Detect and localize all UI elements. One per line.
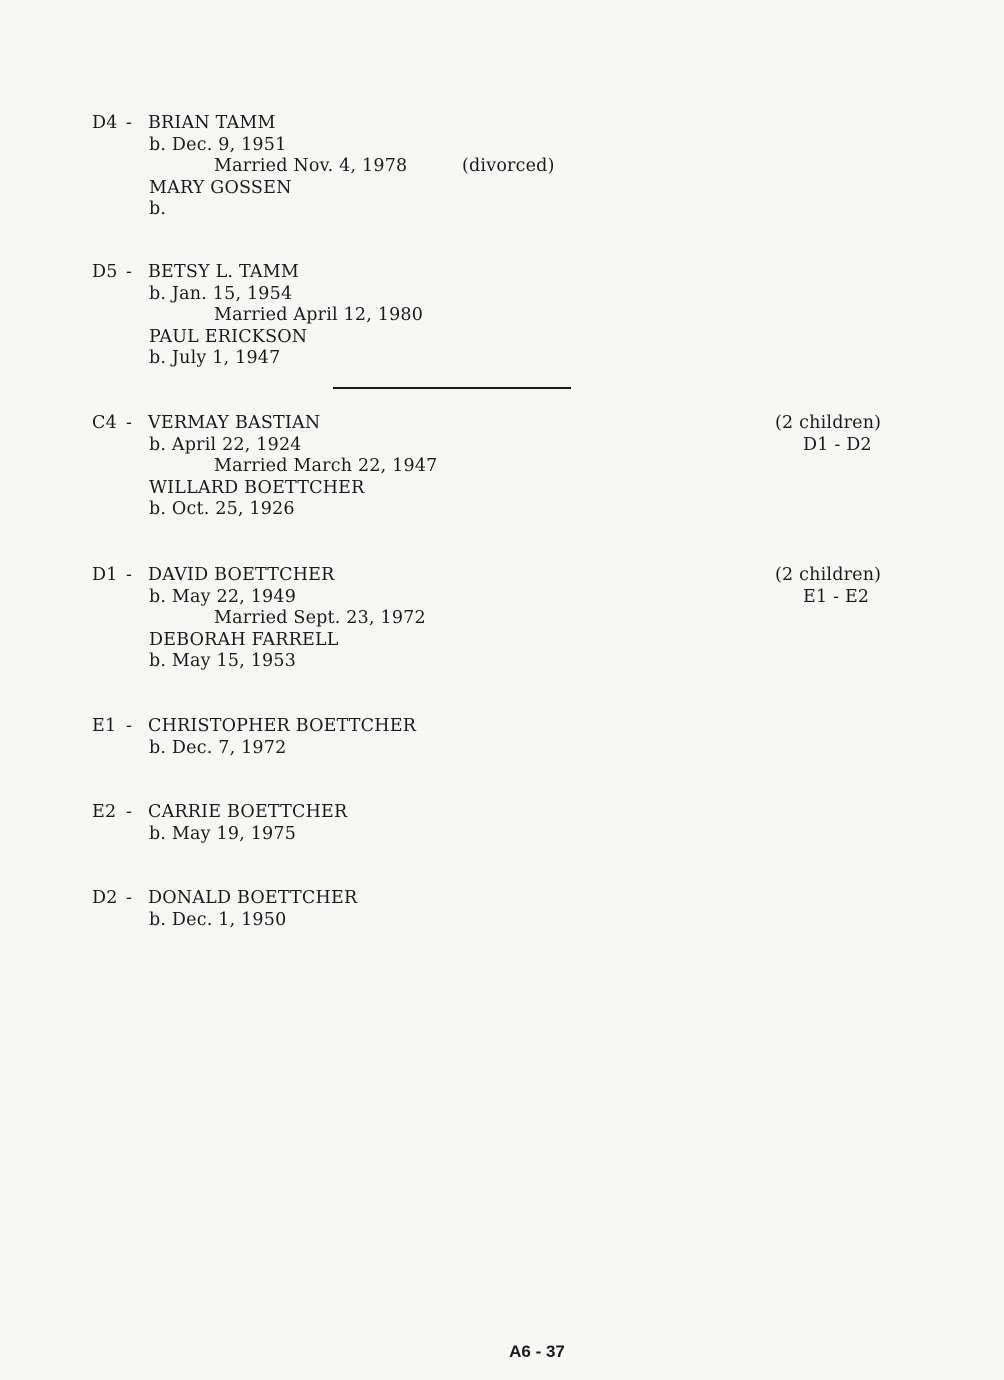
person-name: CHRISTOPHER BOETTCHER — [148, 716, 417, 736]
entry-e1 — [92, 716, 416, 759]
birth-date: b. May 22, 1949 — [149, 586, 297, 607]
entry-code: D4 — [92, 113, 118, 133]
children-count: (2 children) — [775, 413, 882, 433]
entry-code: E2 — [92, 802, 117, 822]
birth-date: b. Dec. 9, 1951 — [149, 134, 287, 155]
entry-code: E1 — [92, 716, 117, 736]
entry-heading — [92, 413, 437, 435]
entry-heading — [92, 888, 357, 910]
spouse-birth-date: b. May 15, 1953 — [149, 651, 297, 671]
entry-heading — [92, 716, 416, 738]
entry-separator: - — [126, 716, 133, 736]
person-name: DONALD BOETTCHER — [148, 888, 358, 908]
entry-heading — [92, 802, 347, 824]
spouse-name: DEBORAH FARRELL — [149, 629, 339, 650]
birth-date: b. Dec. 1, 1950 — [149, 909, 287, 930]
marriage-date: Married March 22, 1947 — [214, 456, 438, 476]
entry-separator: - — [126, 802, 133, 822]
birth-date: b. Dec. 7, 1972 — [149, 737, 287, 758]
spouse-birth-date: b. — [149, 199, 167, 219]
person-name: VERMAY BASTIAN — [148, 413, 321, 433]
person-name: BRIAN TAMM — [148, 113, 276, 133]
person-name: BETSY L. TAMM — [148, 262, 299, 282]
entry-code: D1 — [92, 565, 118, 585]
spouse-name: MARY GOSSEN — [149, 177, 292, 198]
marriage-date: Married Sept. 23, 1972 — [214, 608, 426, 628]
entry-separator: - — [126, 262, 133, 282]
entry-c4 — [92, 413, 437, 521]
entry-d5 — [92, 262, 423, 370]
person-name: DAVID BOETTCHER — [148, 565, 335, 585]
birth-date: b. April 22, 1924 — [149, 434, 302, 455]
entry-code: C4 — [92, 413, 117, 433]
entry-code: D2 — [92, 888, 118, 908]
entry-separator: - — [126, 565, 133, 585]
children-codes: D1 - D2 — [803, 434, 872, 455]
marriage-date: Married Nov. 4, 1978 — [214, 156, 408, 176]
children-count: (2 children) — [775, 565, 882, 585]
entry-code: D5 — [92, 262, 118, 282]
page-number: A6 - 37 — [509, 1342, 565, 1361]
entry-heading — [92, 565, 426, 587]
entry-d2 — [92, 888, 357, 931]
spouse-birth-date: b. Oct. 25, 1926 — [149, 499, 295, 519]
birth-date: b. Jan. 15, 1954 — [149, 283, 293, 304]
entry-d1 — [92, 565, 426, 673]
spouse-name: PAUL ERICKSON — [149, 326, 308, 347]
children-note-c4 — [775, 413, 881, 456]
entry-heading — [92, 113, 407, 135]
divorce-note: (divorced) — [462, 156, 555, 176]
spouse-birth-date: b. July 1, 1947 — [149, 348, 281, 368]
section-divider — [333, 387, 571, 389]
children-note-d1 — [775, 565, 881, 608]
entry-separator: - — [126, 413, 133, 433]
children-codes: E1 - E2 — [803, 586, 870, 607]
entry-separator: - — [126, 113, 133, 133]
entry-d4 — [92, 113, 555, 221]
entry-separator: - — [126, 888, 133, 908]
entry-heading — [92, 262, 423, 284]
marriage-date: Married April 12, 1980 — [214, 305, 424, 325]
marriage-line — [92, 156, 555, 178]
person-name: CARRIE BOETTCHER — [148, 802, 348, 822]
birth-date: b. May 19, 1975 — [149, 823, 297, 844]
entry-e2 — [92, 802, 347, 845]
spouse-name: WILLARD BOETTCHER — [149, 477, 365, 498]
